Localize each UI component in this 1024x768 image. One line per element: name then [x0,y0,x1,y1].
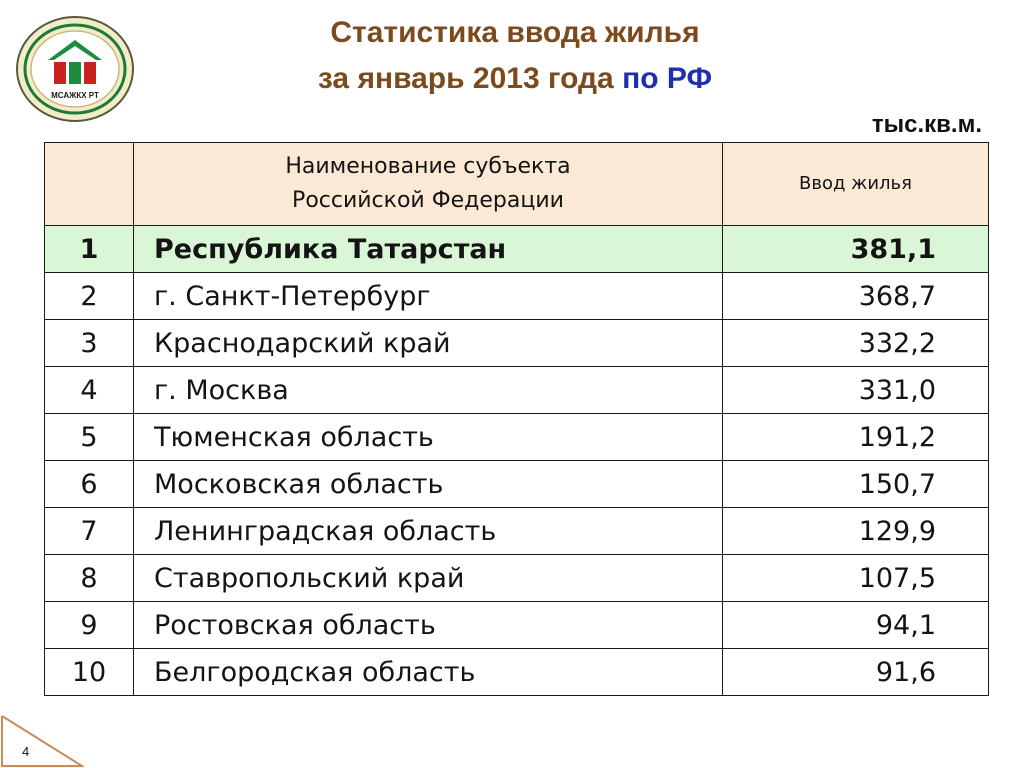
rank-cell: 4 [45,367,134,414]
table-row [45,649,989,696]
table-row [45,273,989,320]
region-cell: Белгородская область [134,649,723,696]
rank-column-header [45,143,134,226]
table-row [45,461,989,508]
value-cell: 129,9 [723,508,989,555]
rank-cell: 10 [45,649,134,696]
rank-cell: 3 [45,320,134,367]
table-header-row [45,143,989,226]
table-row [45,508,989,555]
value-column-header: Ввод жилья [723,143,989,226]
svg-text:МСАЖКХ РТ: МСАЖКХ РТ [51,91,99,100]
region-cell: Республика Татарстан [134,226,723,273]
region-cell: г. Санкт-Петербург [134,273,723,320]
rank-cell: 8 [45,555,134,602]
value-cell: 381,1 [723,226,989,273]
value-cell: 332,2 [723,320,989,367]
value-cell: 91,6 [723,649,989,696]
subtitle-scope: по РФ [622,62,713,95]
value-cell: 368,7 [723,273,989,320]
region-column-header-line: Наименование субъекта [285,154,571,179]
page-title: Статистика ввода жилья [330,16,700,49]
region-cell: Ленинградская область [134,508,723,555]
region-cell: Тюменская область [134,414,723,461]
rank-cell: 7 [45,508,134,555]
region-cell: Московская область [134,461,723,508]
table-row [45,226,989,273]
page-subtitle [150,60,880,98]
table-row [45,555,989,602]
rank-cell: 1 [45,226,134,273]
ministry-logo-icon [14,14,136,124]
housing-stats-table [44,142,989,696]
page-corner-marker-icon [0,714,84,768]
table-row [45,367,989,414]
value-cell: 107,5 [723,555,989,602]
page-number: 4 [22,744,30,759]
rank-cell: 5 [45,414,134,461]
region-cell: Ростовская область [134,602,723,649]
region-cell: г. Москва [134,367,723,414]
region-cell: Краснодарский край [134,320,723,367]
units-label: тыс.кв.м. [871,111,982,138]
table-row [45,414,989,461]
table-row [45,602,989,649]
subtitle-period: за январь 2013 года [317,62,623,95]
rank-cell: 9 [45,602,134,649]
value-cell: 94,1 [723,602,989,649]
region-column-header [134,143,723,226]
value-cell: 191,2 [723,414,989,461]
region-cell: Ставропольский край [134,555,723,602]
value-cell: 150,7 [723,461,989,508]
rank-cell: 2 [45,273,134,320]
rank-cell: 6 [45,461,134,508]
table-row [45,320,989,367]
region-column-header-line: Российской Федерации [292,188,564,213]
value-cell: 331,0 [723,367,989,414]
